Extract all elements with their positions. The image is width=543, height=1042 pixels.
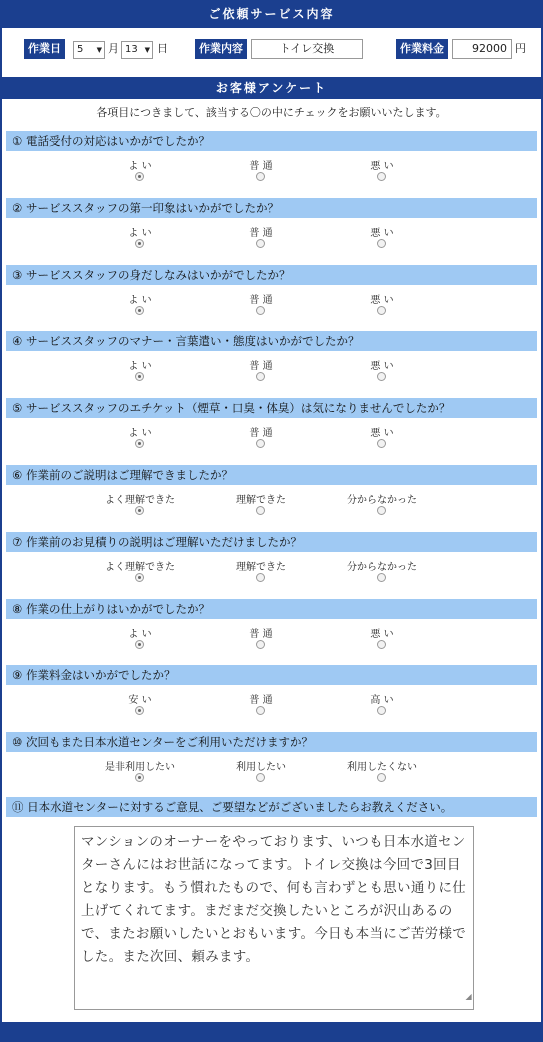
option-label: 悪 い: [370, 428, 394, 439]
option-label: 悪 い: [370, 228, 394, 239]
question-4-radio-2[interactable]: [256, 372, 265, 381]
question-6-radio-1[interactable]: [135, 506, 144, 515]
comment-text: マンションのオーナーをやっております、いつも日本水道センターさんにはお世話になってます。トイレ交換は今回で3回目となります。もう慣れたもので、何も言わずとも思い通りに仕上げてくれてます。まだまだ交換したいところが沢山あるので、またお願いしたいとおもいます。今日も本当にご苦労様でした。また次回、頼みます。: [81, 834, 467, 965]
option-label: 利用したくない: [347, 762, 417, 773]
chevron-down-icon: ▼: [96, 46, 102, 54]
date-label: 作業日: [24, 39, 65, 59]
question-1-radio-1[interactable]: [135, 172, 144, 181]
question-5-text: ⑤ サービススタッフのエチケット（煙草・口臭・体臭）は気になりませんでしたか？: [6, 398, 537, 418]
option-label: よ い: [128, 629, 152, 640]
option-label: 普 通: [249, 161, 273, 172]
option-label: 悪 い: [370, 629, 394, 640]
question-2-text: ② サービススタッフの第一印象はいかがでしたか？: [6, 198, 537, 218]
day-select[interactable]: [121, 41, 153, 59]
option-label: よく理解できた: [105, 495, 175, 506]
question-10-radio-1[interactable]: [135, 773, 144, 782]
option-label: 普 通: [249, 361, 273, 372]
footer-bar: [2, 1022, 541, 1042]
day-value: 13: [125, 44, 138, 55]
option-label: 悪 い: [370, 361, 394, 372]
option-label: よ い: [128, 161, 152, 172]
month-select[interactable]: [73, 41, 105, 59]
question-8-text: ⑧ 作業の仕上がりはいかがでしたか？: [6, 599, 537, 619]
question-9-text: ⑨ 作業料金はいかがでしたか？: [6, 665, 537, 685]
option-label: よ い: [128, 428, 152, 439]
option-label: よ い: [128, 228, 152, 239]
question-5-radio-2[interactable]: [256, 439, 265, 448]
survey-intro: 各項目につきまして、該当する〇の中にチェックをお願いいたします。: [96, 106, 447, 119]
month-unit: 月: [108, 42, 119, 55]
service-row: [2, 28, 541, 74]
question-8-radio-1[interactable]: [135, 640, 144, 649]
question-3-radio-1[interactable]: [135, 306, 144, 315]
option-label: よ い: [128, 295, 152, 306]
question-4-radio-1[interactable]: [135, 372, 144, 381]
option-label: 是非利用したい: [105, 762, 175, 773]
question-3-text: ③ サービススタッフの身だしなみはいかがでしたか？: [6, 265, 537, 285]
option-label: 普 通: [249, 228, 273, 239]
option-label: 悪 い: [370, 161, 394, 172]
option-label: 安 い: [128, 695, 152, 706]
question-10-text: ⑩ 次回もまた日本水道センターをご利用いただけますか？: [6, 732, 537, 752]
question-6-radio-3[interactable]: [377, 506, 386, 515]
question-7-radio-3[interactable]: [377, 573, 386, 582]
question-7-text: ⑦ 作業前のお見積りの説明はご理解いただけましたか？: [6, 532, 537, 552]
question-3-radio-2[interactable]: [256, 306, 265, 315]
option-label: 普 通: [249, 695, 273, 706]
resize-grip-icon[interactable]: ◢: [465, 992, 472, 1001]
content-field[interactable]: トイレ交換: [251, 39, 363, 59]
question-8-radio-3[interactable]: [377, 640, 386, 649]
option-label: 理解できた: [236, 495, 286, 506]
question-8-radio-2[interactable]: [256, 640, 265, 649]
question-10-radio-2[interactable]: [256, 773, 265, 782]
question-1-radio-2[interactable]: [256, 172, 265, 181]
question-2-radio-2[interactable]: [256, 239, 265, 248]
option-label: 分からなかった: [347, 562, 417, 573]
option-label: 普 通: [249, 428, 273, 439]
option-label: 分からなかった: [347, 495, 417, 506]
day-unit: 日: [157, 42, 168, 55]
survey-header: お客様アンケート: [2, 77, 541, 99]
chevron-down-icon: ▼: [144, 46, 150, 54]
option-label: よ い: [128, 361, 152, 372]
question-7-radio-1[interactable]: [135, 573, 144, 582]
month-value: 5: [77, 44, 84, 55]
fee-unit: 円: [515, 42, 526, 55]
question-11-text: ⑪ 日本水道センターに対するご意見、ご要望などがございましたらお教えください。: [6, 797, 537, 817]
question-5-radio-3[interactable]: [377, 439, 386, 448]
question-4-radio-3[interactable]: [377, 372, 386, 381]
option-label: 利用したい: [236, 762, 286, 773]
question-9-radio-3[interactable]: [377, 706, 386, 715]
question-2-radio-3[interactable]: [377, 239, 386, 248]
question-6-radio-2[interactable]: [256, 506, 265, 515]
question-1-text: ① 電話受付の対応はいかがでしたか？: [6, 131, 537, 151]
option-label: 悪 い: [370, 295, 394, 306]
question-2-radio-1[interactable]: [135, 239, 144, 248]
option-label: 普 通: [249, 629, 273, 640]
question-9-radio-1[interactable]: [135, 706, 144, 715]
service-header: ご依頼サービス内容: [2, 0, 541, 28]
question-1-radio-3[interactable]: [377, 172, 386, 181]
question-7-radio-2[interactable]: [256, 573, 265, 582]
option-label: よく理解できた: [105, 562, 175, 573]
question-6-text: ⑥ 作業前のご説明はご理解できましたか？: [6, 465, 537, 485]
option-label: 普 通: [249, 295, 273, 306]
question-10-radio-3[interactable]: [377, 773, 386, 782]
question-3-radio-3[interactable]: [377, 306, 386, 315]
question-9-radio-2[interactable]: [256, 706, 265, 715]
content-label: 作業内容: [195, 39, 247, 59]
option-label: 高 い: [370, 695, 394, 706]
comment-textarea[interactable]: [74, 826, 474, 1010]
question-5-radio-1[interactable]: [135, 439, 144, 448]
question-4-text: ④ サービススタッフのマナー・言葉遣い・態度はいかがでしたか？: [6, 331, 537, 351]
option-label: 理解できた: [236, 562, 286, 573]
fee-field[interactable]: 92000: [452, 39, 512, 59]
fee-label: 作業料金: [396, 39, 448, 59]
